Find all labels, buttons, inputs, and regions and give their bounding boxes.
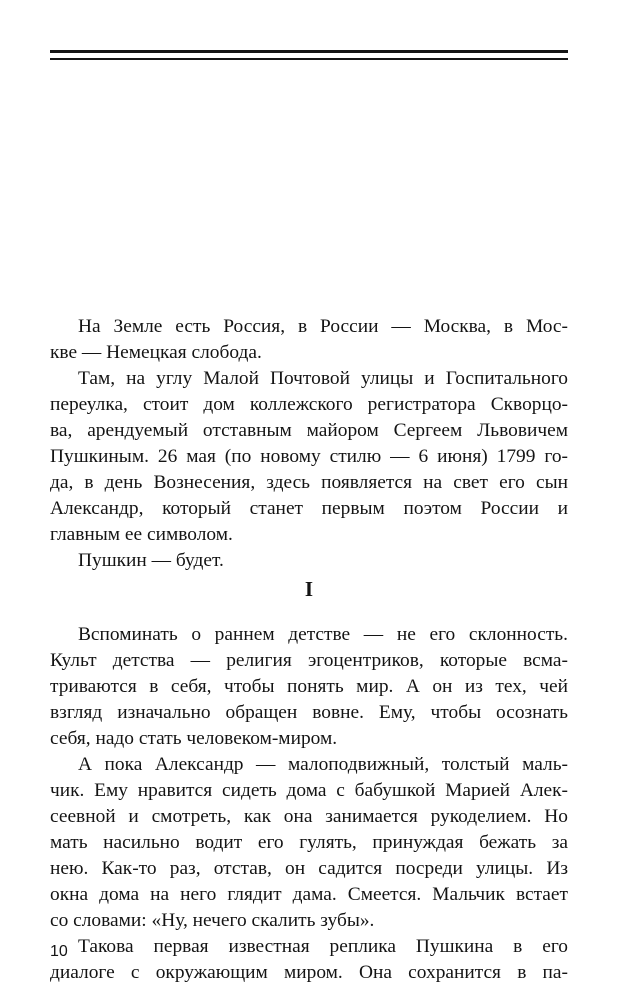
intro-line: На Земле есть Россия, в России — Москва, в Мос- <box>78 316 568 337</box>
body-line: А пока Александр — малоподвижный, толстый маль- <box>78 754 568 775</box>
body-line: нею. Как-то раз, отстав, он садится посреди улицы. Из <box>50 858 568 879</box>
intro-line: переулка, стоит дом коллежского регистратора Скворцо- <box>50 394 568 415</box>
intro-line: Там, на углу Малой Почтовой улицы и Госпитального <box>78 368 568 389</box>
body-line: со словами: «Ну, нечего скалить зубы». <box>50 910 375 931</box>
body-line: диалоге с окружающим миром. Она сохранится в па- <box>50 962 568 983</box>
body-line: Культ детства — религия эгоцентриков, которые всма- <box>50 650 568 671</box>
intro-line: да, в день Вознесения, здесь появляется на свет его сын <box>50 472 568 493</box>
body-line: чик. Ему нравится сидеть дома с бабушкой Марией Алек- <box>50 780 568 801</box>
page-number: 10 <box>50 943 68 960</box>
intro-line: главным ее символом. <box>50 524 233 545</box>
intro-line: Пушкин — будет. <box>78 550 224 571</box>
body-line: триваются в себя, чтобы понять мир. А он из тех, чей <box>50 676 568 697</box>
body-line: Вспоминать о раннем детстве — не его склонность. <box>78 624 568 645</box>
intro-line: ва, арендуемый отставным майором Сергеем Львовичем <box>50 420 568 441</box>
body-line: Такова первая известная реплика Пушкина в его <box>78 936 568 957</box>
chapter-text <box>50 622 568 986</box>
body-line: окна дома на него глядит дама. Смеется. Мальчик встает <box>50 884 568 905</box>
header-rule-thin <box>50 58 568 60</box>
body-line: себя, надо стать человеком-миром. <box>50 728 338 749</box>
intro-line: Пушкиным. 26 мая (по новому стилю — 6 июня) 1799 го- <box>50 446 568 467</box>
body-line: сеевной и смотреть, как она занимается рукоделием. Но <box>50 806 568 827</box>
header-rule-thick <box>50 50 568 53</box>
intro-text <box>50 314 568 574</box>
chapter-heading: I <box>304 577 314 601</box>
intro-line: Александр, который станет первым поэтом России и <box>50 498 568 519</box>
intro-line: кве — Немецкая слобода. <box>50 342 262 363</box>
body-line: взгляд изначально обращен вовне. Ему, чтобы осознать <box>50 702 568 723</box>
body-line: мать насильно водит его гулять, принуждая бежать за <box>50 832 568 853</box>
